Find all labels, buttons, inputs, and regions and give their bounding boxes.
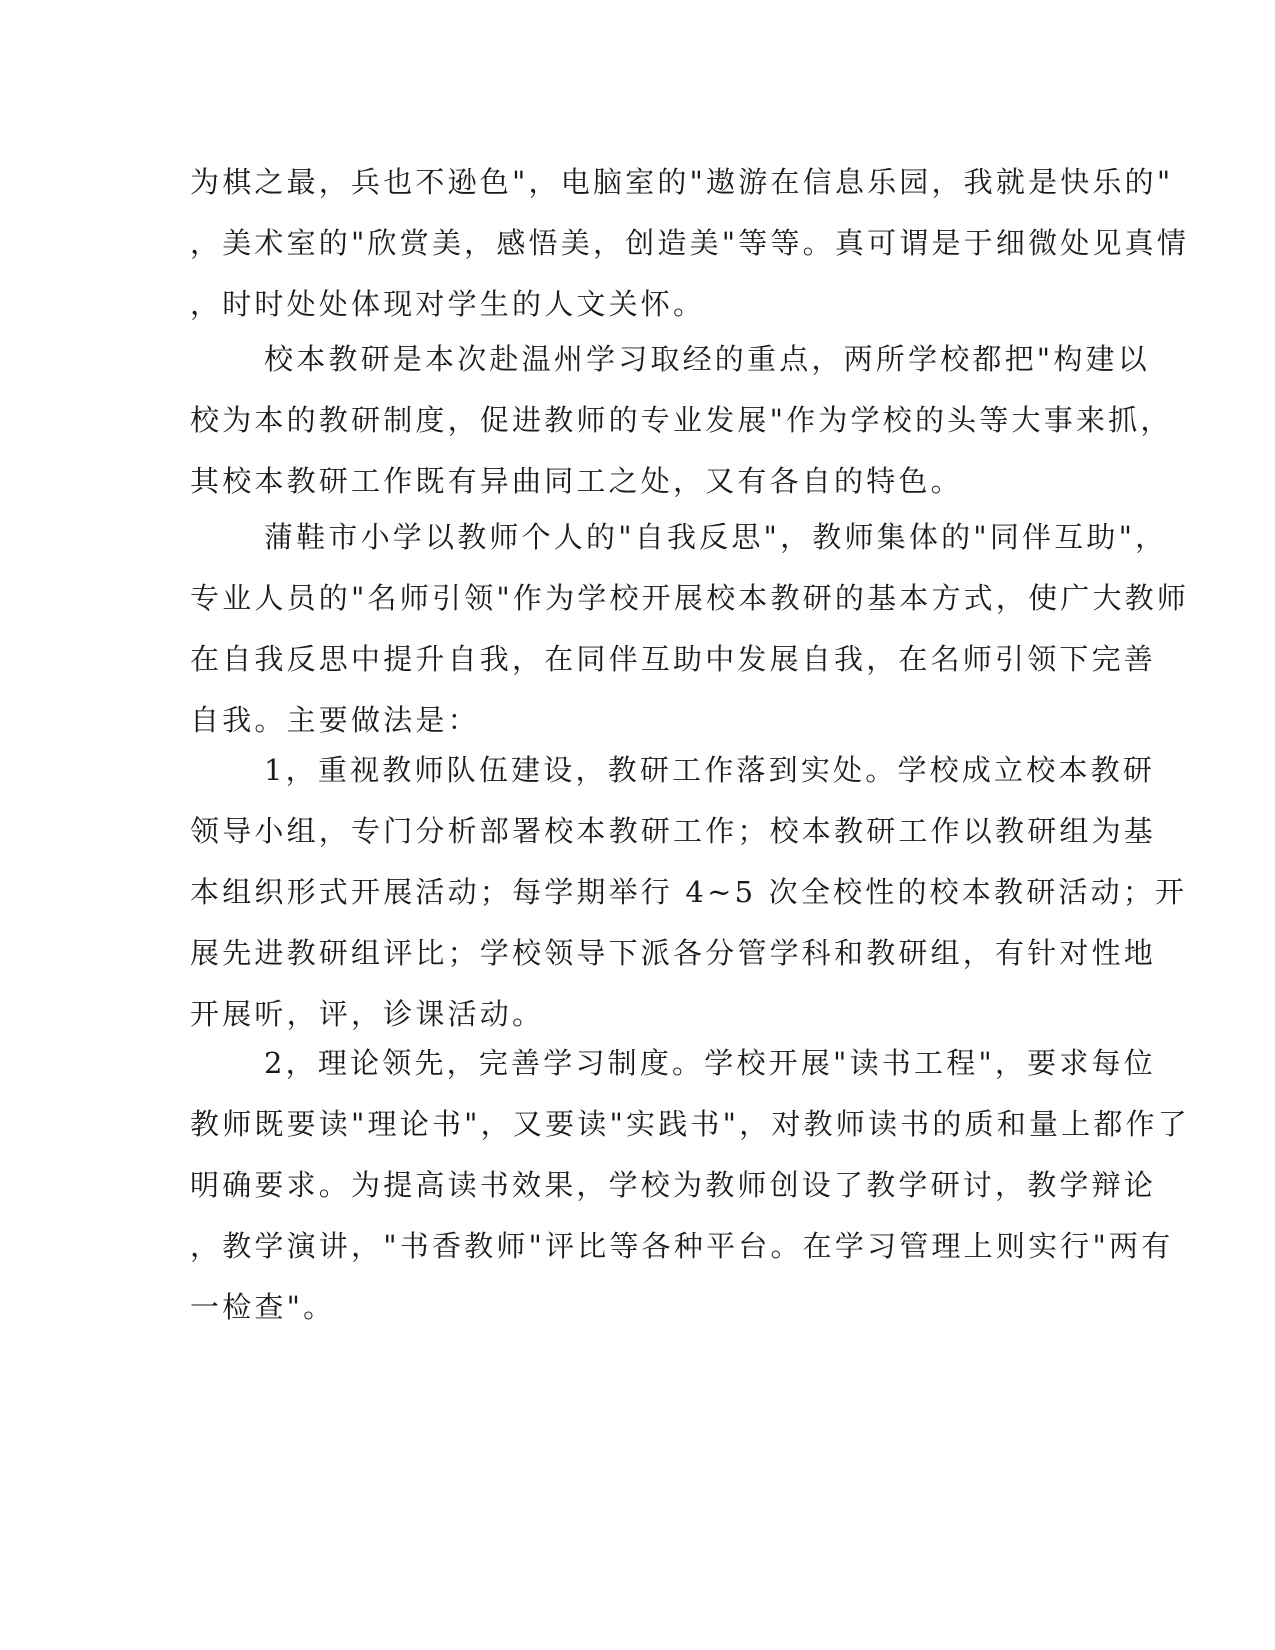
text-line: ，时时处处体现对学生的人文关怀。 [190, 287, 706, 321]
text-line: 2，理论领先，完善学习制度。学校开展"读书工程"，要求每位 [264, 1046, 1156, 1080]
text-line: 教师既要读"理论书"，又要读"实践书"，对教师读书的质和量上都作了 [190, 1107, 1190, 1141]
text-line: 开展听，评，诊课活动。 [190, 997, 545, 1031]
text-line: 1，重视教师队伍建设，教研工作落到实处。学校成立校本教研 [264, 753, 1156, 787]
paragraph-intro [190, 152, 1190, 335]
text-line: 展先进教研组评比；学校领导下派各分管学科和教研组，有针对性地 [190, 936, 1157, 970]
paragraph-school-research [190, 329, 1173, 512]
paragraph-point-2 [190, 1033, 1190, 1338]
paragraph-point-1 [190, 740, 1188, 1045]
text-line: 本组织形式开展活动；每学期举行 4~5 次全校性的校本教研活动；开 [190, 875, 1188, 909]
text-line: 校本教研是本次赴温州学习取经的重点，两所学校都把"构建以 [264, 342, 1150, 376]
text-line: 校为本的教研制度，促进教师的专业发展"作为学校的头等大事来抓， [190, 403, 1173, 437]
text-line: ，教学演讲，"书香教师"评比等各种平台。在学习管理上则实行"两有 [190, 1229, 1174, 1263]
paragraph-puxieshi [190, 507, 1190, 751]
text-line: 专业人员的"名师引领"作为学校开展校本教研的基本方式，使广大教师 [190, 581, 1190, 615]
text-line: 明确要求。为提高读书效果，学校为教师创设了教学研讨，教学辩论 [190, 1168, 1157, 1202]
text-line: 为棋之最，兵也不逊色"，电脑室的"遨游在信息乐园，我就是快乐的" [190, 165, 1174, 199]
text-line: 蒲鞋市小学以教师个人的"自我反思"，教师集体的"同伴互助"， [264, 520, 1168, 554]
text-line: 其校本教研工作既有异曲同工之处，又有各自的特色。 [190, 464, 963, 498]
text-line: 领导小组，专门分析部署校本教研工作；校本教研工作以教研组为基 [190, 814, 1157, 848]
text-line: 一检查"。 [190, 1290, 336, 1324]
text-line: 在自我反思中提升自我，在同伴互助中发展自我，在名师引领下完善 [190, 642, 1157, 676]
text-line: 自我。主要做法是： [190, 703, 480, 737]
text-line: ，美术室的"欣赏美，感悟美，创造美"等等。真可谓是于细微处见真情 [190, 226, 1190, 260]
